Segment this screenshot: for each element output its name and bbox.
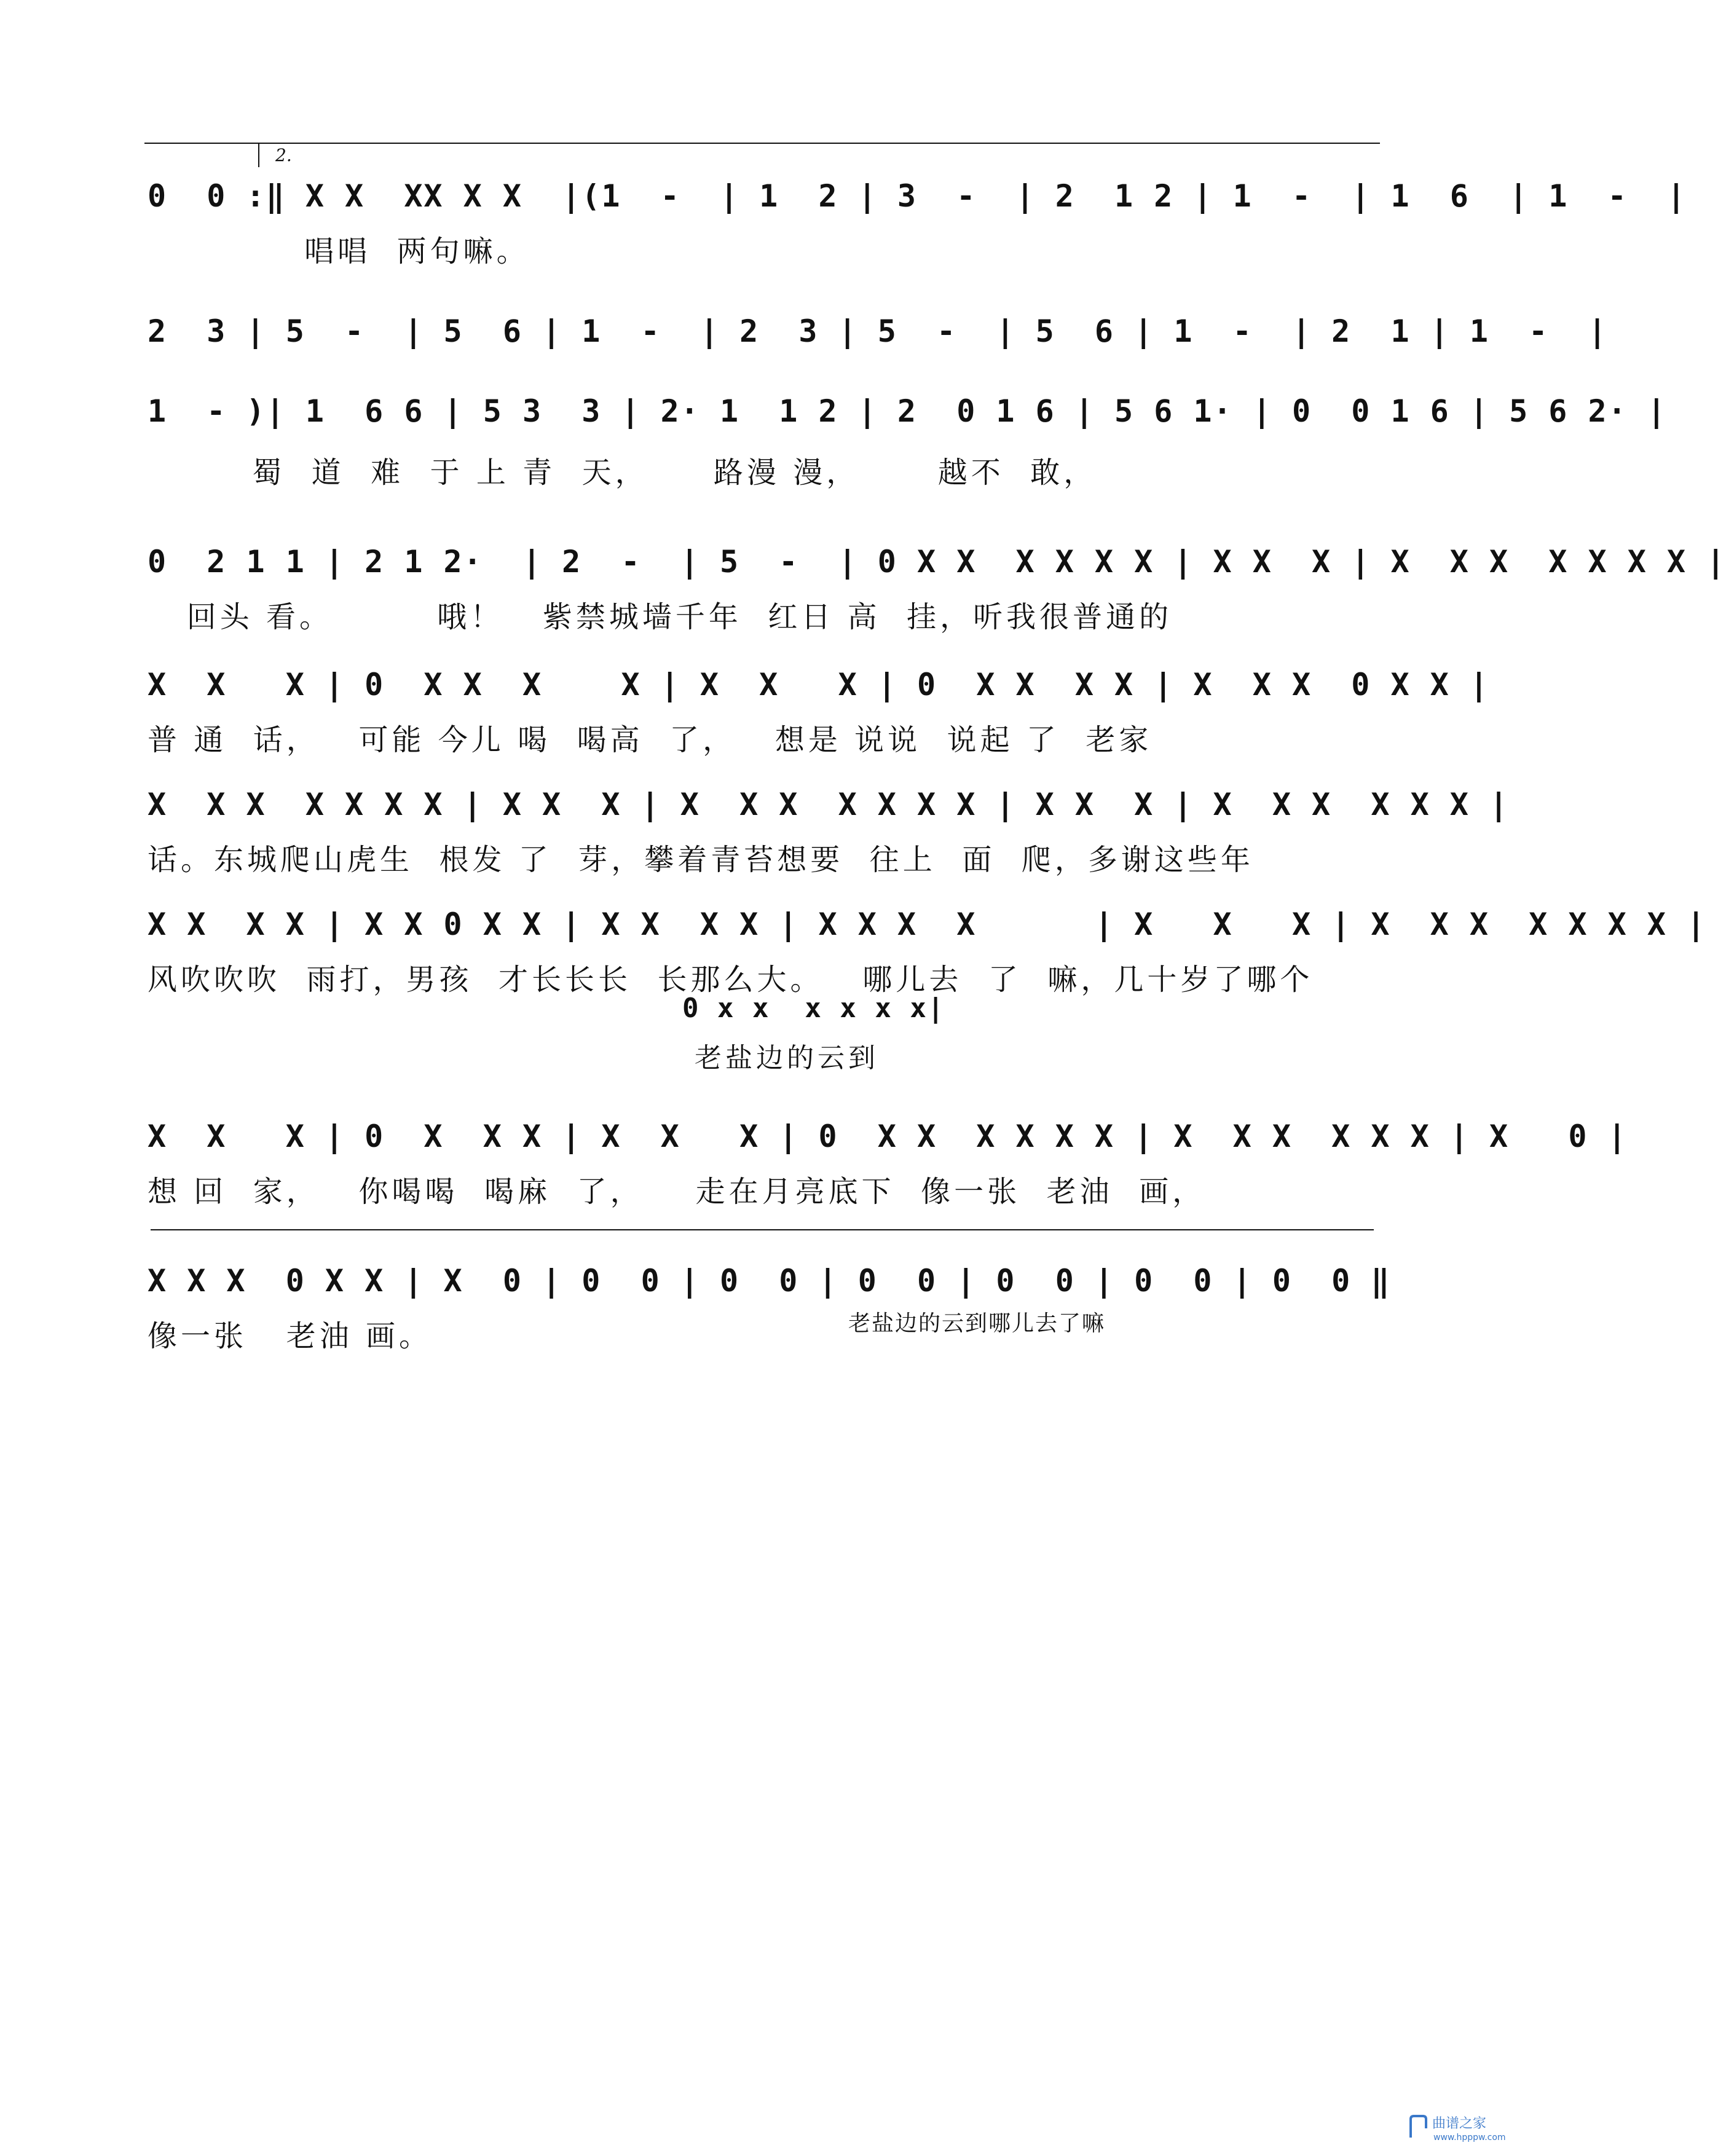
lyrics-line-4: 回头 看。 哦！ 紫禁城墙千年 红日 高 挂，听我很普通的 [148,600,1173,634]
notes-line-2: 2 3 | 5 - | 5 6 | 1 - | 2 3 | 5 - | 5 6 | 1 - | 2 1 | 1 - | [148,313,1608,349]
lyrics-line-8: 想 回 家， 你喝喝 喝麻 了， 走在月亮底下 像一张 老油 画， [148,1174,1206,1209]
notes-line-7: X X X X | X X 0 X X | X X X X | X X X X | X X X | X X X X X X X | [148,907,1707,942]
staff-line-3 [148,393,1667,498]
lyrics-line-5: 普 通 话， 可能 今儿 喝 喝高 了， 想是 说说 说起 了 老家 [148,723,1153,757]
notes-line-3: 1 - )| 1 6 6 | 5 3 3 | 2· 1 1 2 | 2 0 1 6 | 5 6 1· | 0 0 1 6 | 5 6 2· | [148,393,1667,429]
staff-line-1 [148,178,1687,270]
volta-label: 2. [275,145,292,165]
lyrics-line-3: 蜀 道 难 于 上 青 天， 路漫 漫， 越不 敢， [148,455,1097,490]
lyrics-line-6: 话。东城爬山虎生 根发 了 芽，攀着青苔想要 往上 面 爬，多谢这些年 [148,843,1254,877]
final-annotation-lyrics: 老盐边的云到哪儿去了嘛 [848,1311,1106,1336]
notes-line-1: 0 0 :‖ X X XX X X |(1 - | 1 2 | 3 - | 2 1 2 | 1 - | 1 6 | 1 - | [148,178,1687,214]
lyrics-line-9: 像一张 老油 画。 [148,1319,433,1353]
staff-line-6 [148,787,1510,885]
final-system-top-rule [151,1229,1374,1230]
notes-line-6: X X X X X X X | X X X | X X X X X X X | X X X | X X X X X X | [148,787,1510,822]
staff-line-7b [682,993,990,1085]
logo-mark-icon [1411,2116,1426,2138]
lyrics-line-1: 唱唱 两句嘛。 [148,234,530,269]
logo-title: 曲谱之家 [1432,2116,1487,2131]
staff-line-5 [148,667,1489,765]
logo-url: www.hpppw.com [1433,2133,1506,2142]
notes-line-5: X X X | 0 X X X X | X X X | 0 X X X X | X X X 0 X X | [148,667,1489,702]
lyrics-line-7b: 老盐边的云到 [682,1042,879,1074]
staff-line-2 [148,313,1608,369]
notes-line-8: X X X | 0 X X X | X X X | 0 X X X X X X | X X X X X X | X 0 | [148,1119,1628,1154]
lyrics-line-7: 风吹吹吹 雨打，男孩 才长长长 长那么大。 哪儿去 了 嘛，几十岁了哪个 [148,962,1314,997]
notes-line-7b: 0 x x x x x x| [682,993,945,1024]
site-logo [1408,2113,1506,2144]
staff-line-9 [148,1263,1391,1361]
staff-line-7 [148,907,1707,1005]
notes-line-4: 0 2 1 1 | 2 1 2· | 2 - | 5 - | 0 X X X X X X | X X X | X X X X X X X | [148,544,1726,580]
volta-hook [258,143,259,167]
system-top-rule [144,143,1380,144]
staff-line-8 [148,1119,1628,1217]
notes-line-9: X X X 0 X X | X 0 | 0 0 | 0 0 | 0 0 | 0 0 | 0 0 | 0 0 ‖ [148,1263,1391,1299]
staff-line-4 [148,544,1726,642]
